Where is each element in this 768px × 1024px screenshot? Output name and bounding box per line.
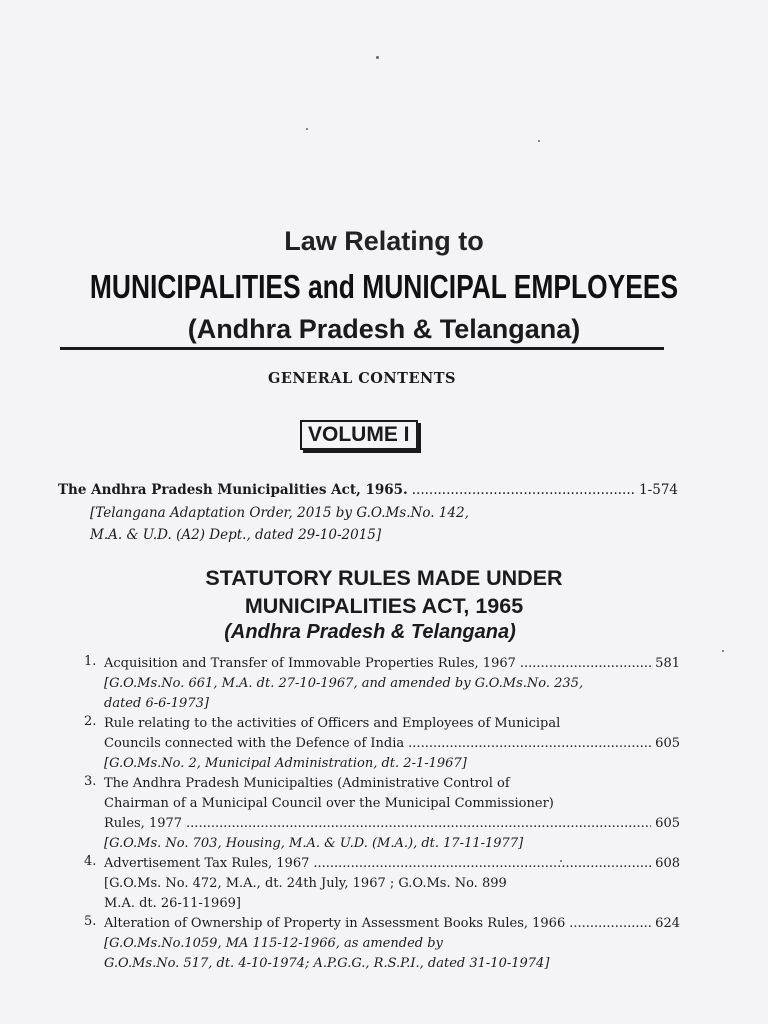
rule-entry [84, 854, 680, 914]
rule-number: 2. [84, 714, 97, 729]
act-note-line2: M.A. & U.D. (A2) Dept., dated 29-10-2015] [90, 527, 382, 543]
rule-title-line [104, 914, 680, 934]
rule-entry [84, 714, 680, 774]
leader-dots [412, 482, 635, 498]
act-entry [58, 482, 678, 498]
leader-dots [408, 734, 651, 754]
rule-entry [84, 774, 680, 854]
rule-page-number: 605 [655, 816, 680, 831]
scan-speck [306, 128, 308, 130]
rule-citation: [G.O.Ms.No.1059, MA 115-12-1966, as amended by [104, 936, 443, 951]
title-law-relating: Law Relating to [284, 226, 484, 256]
volume-label-box [300, 420, 418, 450]
leader-dots [313, 854, 651, 874]
volume-label: VOLUME I [300, 420, 418, 450]
rule-title-text: Rule relating to the activities of Officers and Employees of Municipal [104, 716, 561, 731]
rule-title-line [104, 654, 680, 674]
rule-citation: [G.O.Ms.No. 2, Municipal Administration, dt. 2-1-1967] [104, 756, 467, 771]
rule-citation: [G.O.Ms. No. 472, M.A., dt. 24th July, 1967 ; G.O.Ms. No. 899 [104, 876, 507, 891]
leader-dots [569, 914, 651, 934]
rule-title-text: The Andhra Pradesh Municipalties (Administrative Control of [104, 776, 510, 791]
rules-list [84, 654, 680, 974]
rule-title-line [104, 854, 680, 874]
rule-title-line [104, 814, 680, 834]
rule-number: 1. [84, 654, 97, 669]
rule-page-number: 581 [655, 656, 680, 671]
rule-entry [84, 654, 680, 714]
rule-citation: M.A. dt. 26-11-1969] [104, 896, 241, 911]
rule-title-line [104, 714, 680, 734]
rule-page-number: 605 [655, 736, 680, 751]
rule-title-line [104, 774, 680, 794]
rule-citation: G.O.Ms.No. 517, dt. 4-10-1974; A.P.G.G., R.S.P.I., dated 31-10-1974] [104, 956, 550, 971]
rule-citation: [G.O.Ms. No. 703, Housing, M.A. & U.D. (M.A.), dt. 17-11-1977] [104, 836, 524, 851]
act-note-line1: [Telangana Adaptation Order, 2015 by G.O.Ms.No. 142, [90, 505, 469, 521]
act-pages: 1-574 [639, 482, 678, 498]
title-underline-rule [60, 347, 664, 350]
rule-page-number: 608 [655, 856, 680, 871]
section-heading-line3: (Andhra Pradesh & Telangana) [224, 621, 516, 643]
rule-title-text: Rules, 1977 [104, 816, 183, 831]
leader-dots [186, 814, 651, 834]
section-heading-line1: STATUTORY RULES MADE UNDER [205, 566, 563, 590]
rule-number: 5. [84, 914, 97, 929]
general-contents-heading: GENERAL CONTENTS [267, 370, 457, 387]
title-states: (Andhra Pradesh & Telangana) [187, 314, 581, 344]
rule-number: 3. [84, 774, 97, 789]
rule-title-text: Advertisement Tax Rules, 1967 [104, 856, 310, 871]
title-municipalities: MUNICIPALITIES and MUNICIPAL EMPLOYEES [89, 268, 679, 305]
rule-number: 4. [84, 854, 97, 869]
rule-title-line [104, 794, 680, 814]
scan-speck [376, 56, 379, 59]
rule-title-line [104, 734, 680, 754]
scan-speck [722, 650, 724, 652]
rule-title-text: Alteration of Ownership of Property in Assessment Books Rules, 1966 [104, 916, 566, 931]
scan-speck [538, 140, 540, 142]
rule-entry [84, 914, 680, 974]
rule-title-text: Councils connected with the Defence of India [104, 736, 405, 751]
rule-citation: [G.O.Ms.No. 661, M.A. dt. 27-10-1967, and amended by G.O.Ms.No. 235, [104, 676, 584, 691]
rule-citation: dated 6-6-1973] [104, 696, 209, 711]
act-title: The Andhra Pradesh Municipalities Act, 1965. [58, 482, 408, 498]
rule-page-number: 624 [655, 916, 680, 931]
rule-title-text: Acquisition and Transfer of Immovable Properties Rules, 1967 [104, 656, 516, 671]
scan-speck [560, 860, 562, 862]
rule-title-text: Chairman of a Municipal Council over the Municipal Commissioner) [104, 796, 554, 811]
section-heading-line2: MUNICIPALITIES ACT, 1965 [244, 594, 524, 618]
leader-dots [520, 654, 651, 674]
